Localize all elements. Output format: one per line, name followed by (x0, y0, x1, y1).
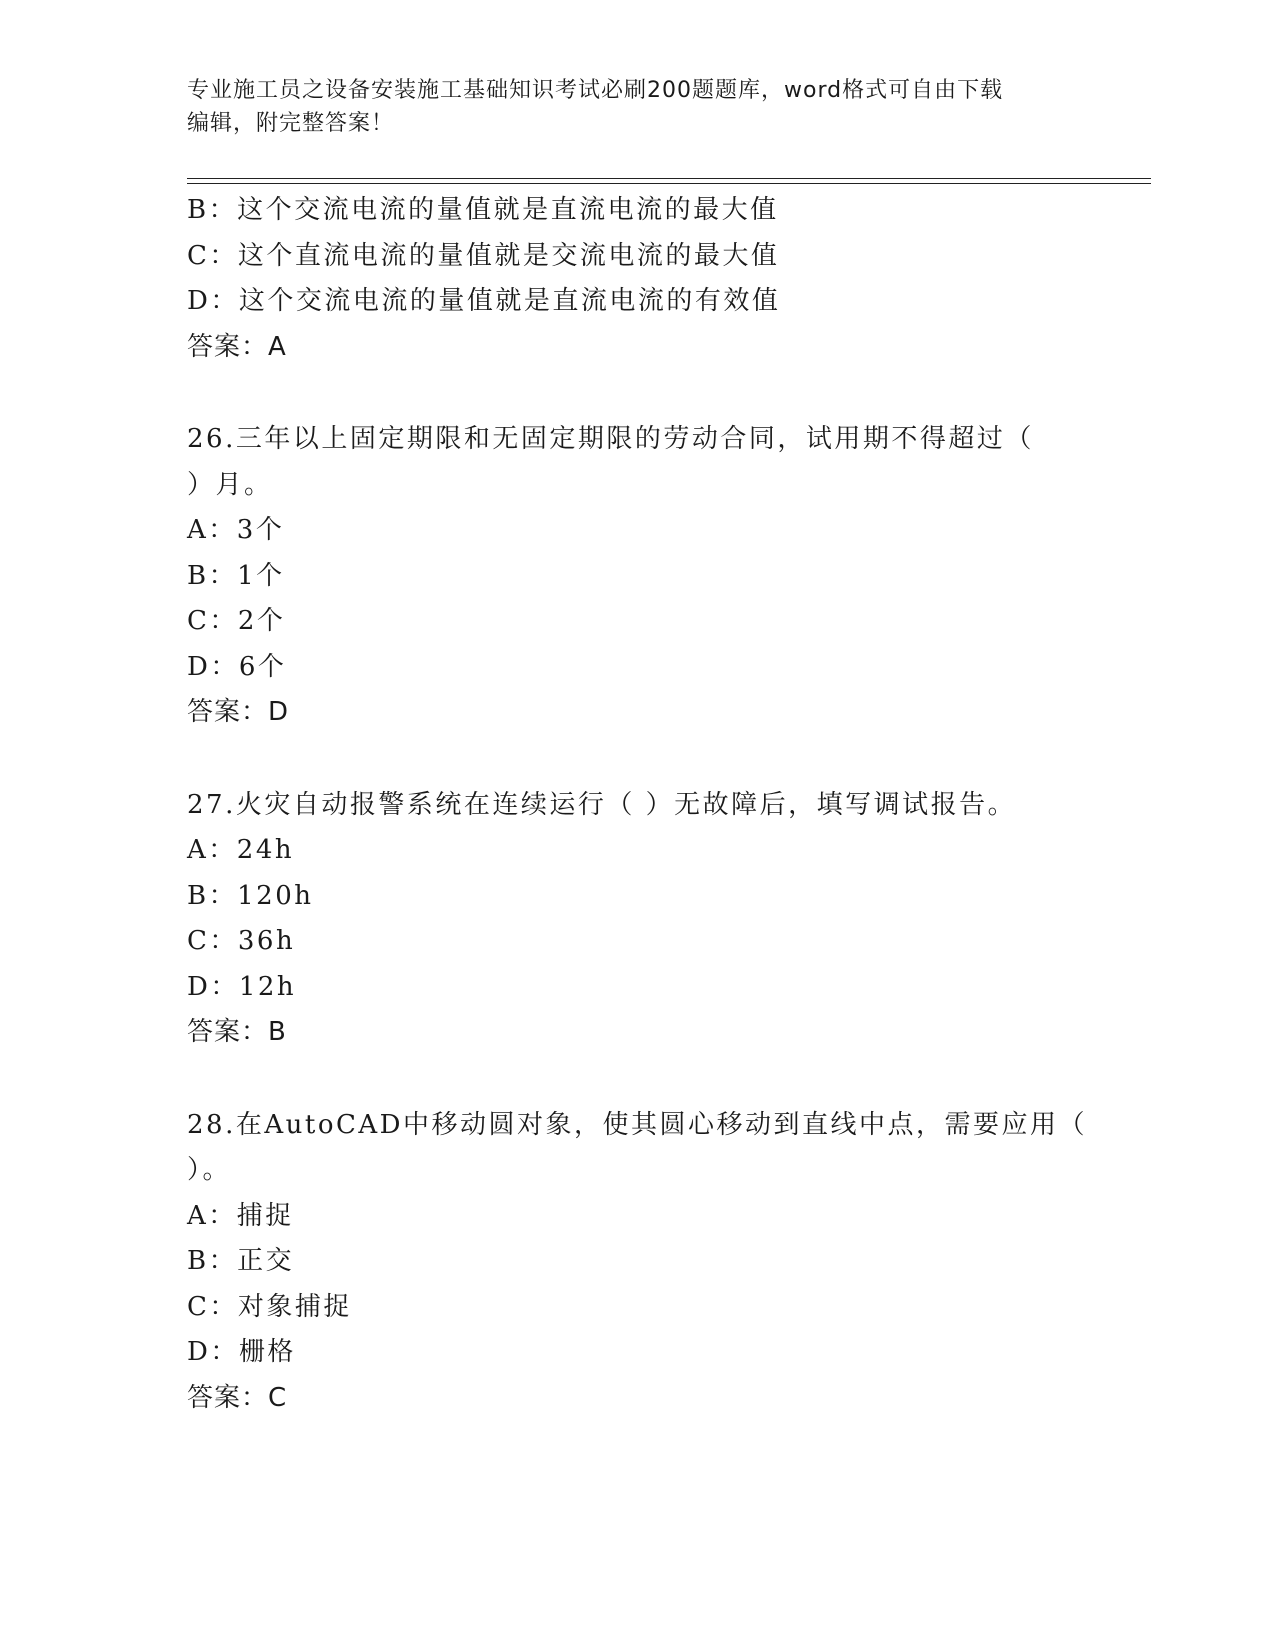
option-c: C：2个 (187, 606, 286, 636)
option-b: B：这个交流电流的量值就是直流电流的最大值 (187, 195, 779, 225)
answer-line: 答案：B (187, 1017, 287, 1047)
option-d: D：6个 (187, 651, 287, 682)
header-title-line-2: 编辑，附完整答案！ (187, 111, 395, 136)
option-d: D：栅格 (187, 1337, 296, 1367)
question-stem-line-1: 28.在AutoCAD中移动圆对象，使其圆心移动到直线中点，需要应用（ (187, 1109, 1087, 1140)
header-title-line-1: 专业施工员之设备安装施工基础知识考试必刷200题题库，word格式可自由下载 (187, 78, 1004, 103)
option-a: A：24h (187, 835, 295, 865)
option-c: C：36h (187, 926, 296, 956)
question-28 (187, 1103, 1087, 1422)
option-a: A：捕捉 (187, 1200, 294, 1231)
answer-line: 答案：C (187, 1382, 288, 1413)
option-b: B：正交 (187, 1246, 295, 1276)
question-stem-line-2: ）。 (187, 1155, 232, 1185)
document-header (187, 74, 1087, 140)
question-stem-line-1: 26.三年以上固定期限和无固定期限的劳动合同，试用期不得超过（ (187, 424, 1034, 454)
option-a: A：3个 (187, 515, 285, 545)
question-26 (187, 417, 1067, 736)
option-b: B：1个 (187, 560, 285, 591)
option-d: D：12h (187, 971, 297, 1002)
spacer (187, 370, 1067, 417)
header-divider-top (187, 178, 1151, 179)
answer-line: 答案：A (187, 331, 287, 362)
question-list (187, 188, 1087, 1421)
question-stem-line-1: 27.火灾自动报警系统在连续运行（ ）无故障后，填写调试报告。 (187, 789, 1017, 820)
option-c: C：对象捕捉 (187, 1291, 352, 1322)
question-25-tail (187, 188, 1067, 370)
option-d: D：这个交流电流的量值就是直流电流的有效值 (187, 286, 781, 316)
answer-line: 答案：D (187, 697, 290, 727)
option-c: C：这个直流电流的量值就是交流电流的最大值 (187, 240, 780, 271)
question-stem-line-2: ）月。 (187, 469, 273, 500)
spacer (187, 1056, 1067, 1103)
question-27 (187, 783, 1067, 1056)
option-b: B：120h (187, 880, 314, 911)
spacer (187, 736, 1067, 783)
header-divider-bottom (187, 183, 1151, 184)
